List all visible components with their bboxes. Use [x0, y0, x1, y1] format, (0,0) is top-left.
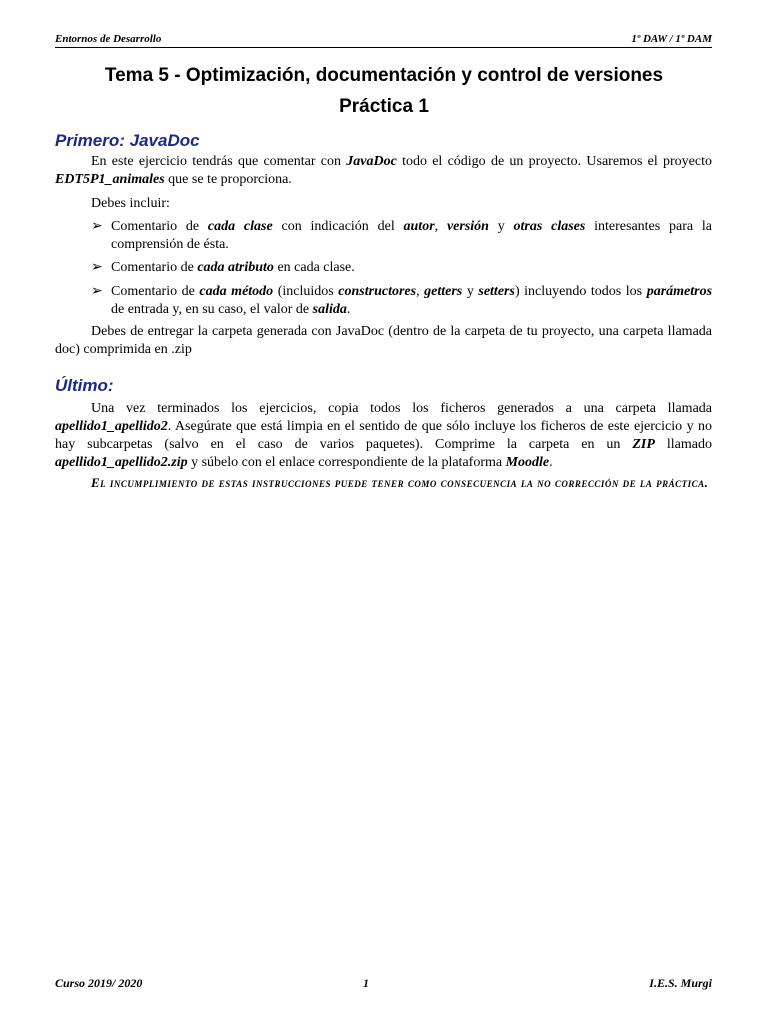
arrow-bullet-icon: ➢	[91, 219, 103, 234]
header-course: 1º DAW / 1º DAM	[631, 33, 712, 45]
page-number: 1	[363, 976, 369, 990]
section-heading-javadoc: Primero: JavaDoc	[55, 131, 200, 150]
ultimo-paragraph: Una vez terminados los ejercicios, copia todos los ficheros generados a una carpeta llamada apellido1_apellido2. Asegúrate que está limpia en el sentido de que sólo incluye los ficheros de este ejercicio y no hay subcarpetas (salvo en el caso de varios paquetes). Comprime la carpeta en un ZIP llamado apellido1_apellido2.zip y súbelo con el enlace correspondiente de la plataforma Moodle.	[55, 401, 712, 470]
page-header	[55, 33, 712, 48]
document-title: Tema 5 - Optimización, documentación y control de versiones	[104, 65, 664, 86]
debes-incluir-label: Debes incluir:	[91, 196, 170, 211]
list-item: ➢ Comentario de cada clase con indicación del autor, versión y otras clases interesantes para la comprensión de ésta.	[91, 219, 712, 252]
section-heading-ultimo: Último:	[55, 376, 114, 395]
arrow-bullet-icon: ➢	[91, 284, 103, 299]
header-subject: Entornos de Desarrollo	[55, 33, 162, 45]
footer-course-year: Curso 2019/ 2020	[55, 976, 143, 990]
entrega-paragraph: Debes de entregar la carpeta generada con JavaDoc (dentro de la carpeta de tu proyecto, una carpeta llamada doc) comprimida en .zip	[55, 324, 712, 357]
document-subtitle: Práctica 1	[339, 96, 429, 117]
warning-note: El incumplimiento de estas instrucciones puede tener como consecuencia la no corrección de la práctica.	[91, 475, 709, 490]
intro-paragraph: En este ejercicio tendrás que comentar con JavaDoc todo el código de un proyecto. Usaremos el proyecto EDT5P1_animales que se te proporciona.	[55, 154, 713, 187]
footer-school: I.E.S. Murgi	[649, 976, 712, 990]
list-item: ➢ Comentario de cada método (incluidos constructores, getters y setters) incluyendo todos los parámetros de entrada y, en su caso, el valor de salida.	[91, 284, 713, 317]
page-footer	[55, 976, 712, 990]
arrow-bullet-icon: ➢	[91, 260, 103, 275]
list-item: ➢ Comentario de cada atributo en cada clase.	[91, 260, 355, 275]
